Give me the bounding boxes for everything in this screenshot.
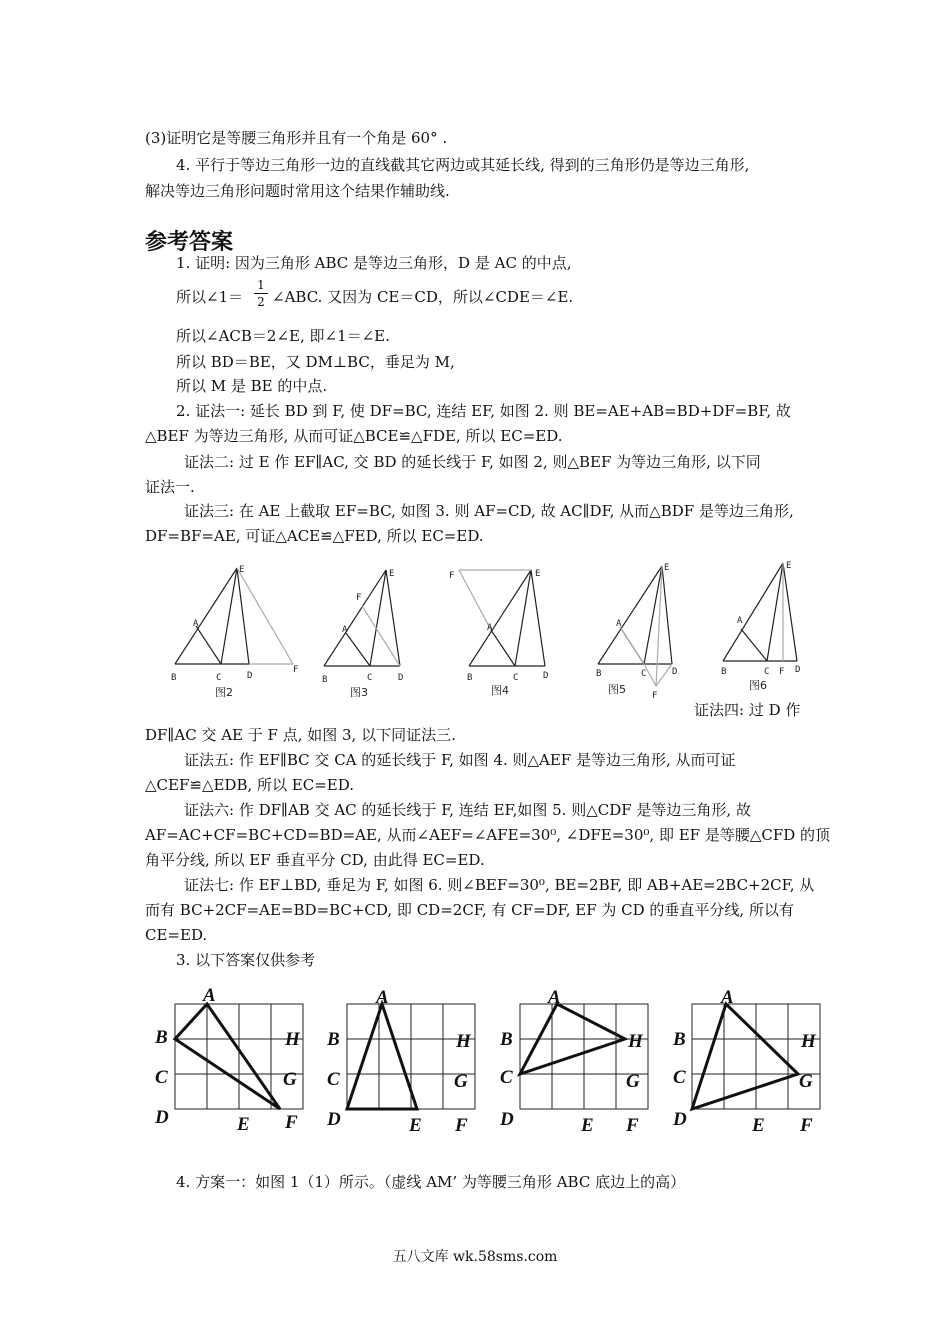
fig5-label-c: C bbox=[641, 669, 647, 679]
grid2-label-b: B bbox=[327, 1029, 340, 1050]
answer1-line3: 所以∠ACB＝2∠E, 即∠1＝∠E. bbox=[176, 327, 390, 345]
fig6-label-b: B bbox=[721, 667, 727, 677]
fraction-denominator: 2 bbox=[257, 295, 265, 309]
grid3-label-f: F bbox=[626, 1115, 639, 1136]
grid2-label-a: A bbox=[376, 987, 389, 1008]
page-footer: 五八文库 wk.58sms.com bbox=[392, 1249, 558, 1265]
grid4-label-h: H bbox=[801, 1031, 816, 1052]
answer2-line1: 2. 证法一: 延长 BD 到 F, 使 DF=BC, 连结 EF, 如图 2. 则 BE=AE+AB=BD+DF=BF, 故 bbox=[176, 402, 791, 420]
grid4-label-f: F bbox=[800, 1115, 813, 1136]
grid2-label-h: H bbox=[456, 1031, 471, 1052]
text-line-1: (3)证明它是等腰三角形并且有一个角是 60° . bbox=[145, 129, 448, 147]
figure-4 bbox=[445, 560, 555, 700]
grid1-label-a: A bbox=[203, 985, 216, 1006]
grid-figure-4 bbox=[670, 985, 830, 1135]
grid1-label-b: B bbox=[155, 1027, 168, 1048]
fig6-label-f: F bbox=[779, 667, 785, 677]
fraction-numerator: 1 bbox=[257, 278, 265, 292]
grid2-label-f: F bbox=[455, 1115, 468, 1136]
answer2-line10: △CEF≌△EDB, 所以 EC=ED. bbox=[145, 776, 354, 794]
grid3-label-d: D bbox=[500, 1109, 514, 1130]
answer2-line2: △BEF 为等边三角形, 从而可证△BCE≌△FDE, 所以 EC=ED. bbox=[145, 427, 563, 445]
grid4-label-e: E bbox=[752, 1115, 765, 1136]
fig5-label-d: D bbox=[672, 667, 678, 677]
grid1-label-g: G bbox=[283, 1069, 297, 1090]
answer4-line: 4. 方案一：如图 1（1）所示。（虚线 AM’ 为等腰三角形 ABC 底边上的高） bbox=[176, 1173, 686, 1191]
grid1-label-f: F bbox=[285, 1112, 298, 1133]
grid-figure-2 bbox=[325, 985, 485, 1135]
fig4-label-b: B bbox=[467, 673, 473, 683]
answer1-line2a: 所以∠1＝ bbox=[176, 288, 244, 306]
fig2-label-f: F bbox=[293, 665, 299, 675]
answer2-line15: 而有 BC+2CF=AE=BD=BC+CD, 即 CD=2CF, 有 CF=DF, EF 为 CD 的垂直平分线, 所以有 bbox=[145, 901, 794, 919]
fig2-label-b: B bbox=[171, 673, 177, 683]
text-line-2: 4. 平行于等边三角形一边的直线截其它两边或其延长线, 得到的三角形仍是等边三角形, bbox=[176, 156, 750, 174]
fig4-label-c: C bbox=[513, 673, 519, 683]
grid4-label-a: A bbox=[721, 987, 734, 1008]
fig4-label-a: A bbox=[487, 623, 493, 633]
answer1-line2b: ∠ABC. 又因为 CE＝CD，所以∠CDE＝∠E. bbox=[272, 288, 574, 306]
fig3-caption: 图3 bbox=[350, 686, 368, 699]
grid1-label-e: E bbox=[237, 1114, 250, 1135]
fraction-bar bbox=[254, 293, 268, 294]
answer1-line1: 1. 证明: 因为三角形 ABC 是等边三角形，D 是 AC 的中点, bbox=[176, 254, 572, 272]
grid4-label-b: B bbox=[673, 1029, 686, 1050]
figure-6 bbox=[715, 555, 815, 695]
figure-3 bbox=[318, 560, 418, 700]
grid1-label-c: C bbox=[155, 1067, 168, 1088]
grid3-label-a: A bbox=[548, 987, 561, 1008]
fig3-label-c: C bbox=[367, 673, 373, 683]
section-heading: 参考答案 bbox=[145, 230, 234, 255]
fig5-label-a: A bbox=[616, 619, 622, 629]
grid1-label-d: D bbox=[155, 1107, 169, 1128]
answer2-line12: AF=AC+CF=BC+CD=BD=AE, 从而∠AEF=∠AFE=30⁰, ∠DFE=30⁰, 即 EF 是等腰△CFD 的顶 bbox=[145, 826, 831, 844]
fig2-label-c: C bbox=[216, 673, 222, 683]
grid2-label-g: G bbox=[454, 1071, 468, 1092]
figure-5 bbox=[590, 560, 700, 710]
answer2-line14: 证法七: 作 EF⊥BD, 垂足为 F, 如图 6. 则∠BEF=30⁰, BE=2BF, 即 AB+AE=2BC+2CF, 从 bbox=[184, 876, 815, 894]
answer2-line16: CE=ED. bbox=[145, 926, 208, 944]
grid4-label-g: G bbox=[799, 1071, 813, 1092]
fig5-label-f: F bbox=[652, 691, 658, 701]
fig4-caption: 图4 bbox=[491, 684, 509, 697]
answer2-line5: 证法三: 在 AE 上截取 EF=BC, 如图 3. 则 AF=CD, 故 AC∥DF, 从而△BDF 是等边三角形, bbox=[184, 502, 794, 520]
fig6-caption: 图6 bbox=[749, 679, 767, 692]
grid3-label-h: H bbox=[628, 1031, 643, 1052]
fig6-label-e: E bbox=[786, 561, 792, 571]
grid3-label-c: C bbox=[500, 1067, 513, 1088]
grid3-label-e: E bbox=[581, 1115, 594, 1136]
grid2-label-c: C bbox=[327, 1069, 340, 1090]
grid3-label-g: G bbox=[626, 1071, 640, 1092]
fig6-label-c: C bbox=[764, 667, 770, 677]
grid2-label-e: E bbox=[409, 1115, 422, 1136]
answer2-line8: DF∥AC 交 AE 于 F 点, 如图 3, 以下同证法三. bbox=[145, 726, 456, 744]
fig6-label-d: D bbox=[795, 665, 801, 675]
fig3-label-d: D bbox=[398, 673, 404, 683]
answer2-line11: 证法六: 作 DF∥AB 交 AC 的延长线于 F, 连结 EF,如图 5. 则△CDF 是等边三角形, 故 bbox=[184, 801, 751, 819]
answer2-line7: 证法四: 过 D 作 bbox=[694, 701, 801, 719]
answer2-line3: 证法二: 过 E 作 EF∥AC, 交 BD 的延长线于 F, 如图 2, 则△BEF 为等边三角形, 以下同 bbox=[184, 453, 761, 471]
fig2-caption: 图2 bbox=[215, 686, 233, 699]
fig3-label-e: E bbox=[389, 569, 395, 579]
grid1-label-h: H bbox=[285, 1029, 300, 1050]
answer2-line9: 证法五: 作 EF∥BC 交 CA 的延长线于 F, 如图 4. 则△AEF 是等边三角形, 从而可证 bbox=[184, 751, 736, 769]
text-line-3: 解决等边三角形问题时常用这个结果作辅助线. bbox=[145, 182, 450, 200]
answer2-line13: 角平分线, 所以 EF 垂直平分 CD, 由此得 EC=ED. bbox=[145, 851, 485, 869]
grid2-label-d: D bbox=[327, 1109, 341, 1130]
fig3-label-a: A bbox=[342, 625, 348, 635]
answer1-line4: 所以 BD＝BE，又 DM⊥BC，垂足为 M, bbox=[176, 353, 455, 371]
grid4-label-d: D bbox=[673, 1109, 687, 1130]
fig5-label-b: B bbox=[596, 669, 602, 679]
fig4-label-f: F bbox=[449, 571, 455, 581]
fig3-label-b: B bbox=[322, 675, 328, 685]
grid-figure-1 bbox=[150, 985, 310, 1135]
fig2-label-d: D bbox=[247, 671, 253, 681]
fig4-label-e: E bbox=[535, 569, 541, 579]
answer1-line5: 所以 M 是 BE 的中点. bbox=[176, 377, 328, 395]
fig2-label-e: E bbox=[239, 565, 245, 575]
fig3-label-f: F bbox=[356, 593, 362, 603]
grid-figure-3 bbox=[497, 985, 657, 1135]
fraction-half bbox=[254, 278, 268, 309]
figure-2 bbox=[165, 560, 305, 700]
grid3-label-b: B bbox=[500, 1029, 513, 1050]
grid4-label-c: C bbox=[673, 1067, 686, 1088]
fig2-label-a: A bbox=[193, 619, 199, 629]
answer3-intro: 3. 以下答案仅供参考 bbox=[176, 951, 316, 969]
answer2-line6: DF=BF=AE, 可证△ACE≌△FED, 所以 EC=ED. bbox=[145, 527, 484, 545]
answer2-line4: 证法一. bbox=[145, 478, 195, 496]
fig4-label-d: D bbox=[543, 671, 549, 681]
fig5-label-e: E bbox=[664, 563, 670, 573]
fig6-label-a: A bbox=[737, 616, 743, 626]
fig5-caption: 图5 bbox=[608, 683, 626, 696]
